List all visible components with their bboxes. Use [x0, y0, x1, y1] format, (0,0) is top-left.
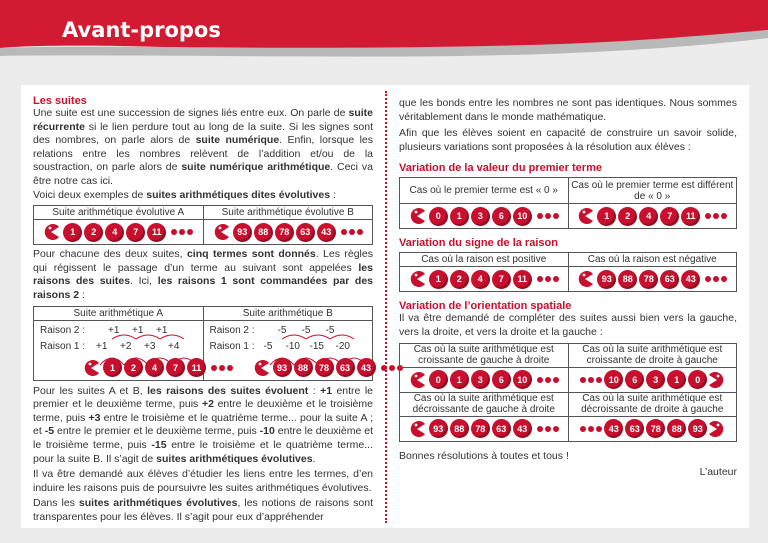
number-ball: 88 [618, 270, 637, 289]
table-header: Cas où la suite arithmétique est décroissante de gauche à droite [400, 392, 569, 416]
sequence-strip [569, 204, 737, 228]
raison2-value: +1 [156, 324, 168, 336]
number-ball: 7 [660, 207, 679, 226]
table-header: Cas où la raison est négative [568, 253, 737, 267]
number-ball: 4 [471, 270, 490, 289]
number-ball: 3 [471, 207, 490, 226]
sequence-strip [252, 357, 404, 379]
ellipsis-dots [536, 213, 560, 219]
left-column [33, 95, 373, 524]
number-ball: 3 [471, 370, 490, 389]
number-ball: 0 [429, 370, 448, 389]
pacman-icon [252, 359, 270, 377]
ellipsis-dots [340, 229, 364, 235]
number-ball: 7 [126, 223, 145, 242]
raison2-value: +1 [132, 324, 144, 336]
section-heading-signe: Variation du signe de la raison [399, 237, 558, 250]
number-ball: 7 [166, 358, 185, 377]
number-ball: 43 [681, 270, 700, 289]
examples-table [33, 205, 373, 245]
raison1-value: +2 [120, 340, 132, 352]
paragraph-definition: Une suite est une succession de signes liés entre eux. On parle de suite récurrente si le lien perdure tout au long de la suite. Si les signes sont des nombres, on parle alors de suite numérique. Enfin, lorsque les relations entre les nombres relèvent de l’addition et/ou de la soustraction, on parle alors de suite numérique arithmétique. Ceci va être notre cas ici. [33, 107, 373, 187]
right-column [399, 97, 737, 480]
sequence-strip [569, 368, 737, 392]
ellipsis-dots [704, 213, 728, 219]
pacman-icon [708, 371, 726, 389]
orientation-table [399, 343, 737, 442]
raisons-cell-b [203, 320, 373, 380]
number-ball: 43 [513, 419, 532, 438]
sequence-strip [569, 417, 737, 441]
ellipsis-dots [579, 426, 603, 432]
number-ball: 6 [625, 370, 644, 389]
number-ball: 63 [492, 419, 511, 438]
number-ball: 2 [124, 358, 143, 377]
ellipsis-dots [536, 377, 560, 383]
table-header: Suite arithmétique A [34, 306, 204, 320]
paragraph-orientation: Il va être demandé de compléter des suites aussi bien vers la gauche, vers la droite, et vers la droite et la gauche : [399, 312, 737, 338]
paragraph-evolution: Pour les suites A et B, les raisons des suites évoluent : +1 entre le premier et le deuxième terme, puis +2 entre le deuxième et le troisième terme, puis +3 entre le troisième et le quatrième terme... pour la suite A ; et -5 entre le premier et le deuxième terme, puis -10 entre le deuxième et le troisième terme, puis -15 entre le troisième et le quatrième terme... pour la suite B. Il s’agit de suites arithmétiques évolutives. [33, 384, 373, 465]
number-ball: 88 [667, 419, 686, 438]
table-header: Suite arithmétique évolutive A [34, 206, 204, 220]
sequence-strip [400, 417, 568, 441]
number-ball: 6 [492, 370, 511, 389]
number-ball: 7 [492, 270, 511, 289]
number-ball: 63 [336, 358, 355, 377]
number-ball: 78 [275, 223, 294, 242]
number-ball: 4 [145, 358, 164, 377]
number-ball: 10 [513, 207, 532, 226]
pacman-icon [408, 371, 426, 389]
pacman-icon [42, 223, 60, 241]
number-ball: 1 [63, 223, 82, 242]
raison2-value: +1 [108, 324, 120, 336]
column-divider [385, 91, 387, 523]
paragraph-continued: que les bonds entre les nombres ne sont pas identiques. Nous sommes véritablement dans le monde mathématique. [399, 97, 737, 123]
number-ball: 78 [639, 270, 658, 289]
table-header: Cas où la suite arithmétique est croissante de gauche à droite [400, 343, 569, 367]
raison2-value: -5 [325, 324, 335, 336]
number-ball: 78 [315, 358, 334, 377]
table-header: Suite arithmétique B [203, 306, 373, 320]
number-ball: 1 [450, 370, 469, 389]
page-header [0, 0, 768, 72]
table-header: Cas où la suite arithmétique est croissante de droite à gauche [568, 343, 737, 367]
author-signature: L’auteur [699, 466, 737, 479]
table-header: Cas où le premier terme est différent de « 0 » [568, 178, 737, 204]
raison1-value: +4 [168, 340, 180, 352]
number-ball: 43 [604, 419, 623, 438]
sequence-strip [400, 204, 568, 228]
pacman-icon [408, 207, 426, 225]
number-ball: 63 [660, 270, 679, 289]
number-ball: 4 [639, 207, 658, 226]
number-ball: 0 [429, 207, 448, 226]
ellipsis-dots [704, 276, 728, 282]
raison1-value: +1 [96, 340, 108, 352]
number-ball: 10 [604, 370, 623, 389]
pacman-icon [82, 359, 100, 377]
section-heading-orientation: Variation de l’orientation spatiale [399, 300, 572, 313]
variation-first-term-table [399, 177, 737, 229]
paragraph-raisons: Pour chacune des deux suites, cinq termes sont donnés. Les règles qui régissent le passage d’un terme au suivant sont appelées les raisons des suites. Ici, les raisons 1 sont commandées par des raisons 2 : [33, 248, 374, 301]
number-ball: 2 [450, 270, 469, 289]
closing-text: Bonnes résolutions à toutes et tous ! [399, 449, 569, 462]
number-ball: 88 [254, 223, 273, 242]
number-ball: 93 [688, 419, 707, 438]
pacman-icon [212, 223, 230, 241]
raison1-value: -10 [285, 340, 300, 352]
variation-sign-table [399, 252, 737, 292]
number-ball: 6 [492, 207, 511, 226]
raison2-value: -5 [277, 324, 287, 336]
table-header: Cas où le premier terme est « 0 » [400, 178, 569, 204]
number-ball: 2 [618, 207, 637, 226]
number-ball: 1 [667, 370, 686, 389]
raison1-value: -20 [335, 340, 350, 352]
number-ball: 11 [147, 223, 166, 242]
raisons-cell-a [34, 320, 204, 380]
sequence-strip [204, 220, 373, 244]
number-ball: 93 [233, 223, 252, 242]
sequence-strip [400, 368, 568, 392]
section-heading-premier-terme: Variation de la valeur du premier terme [399, 162, 602, 175]
content-card [21, 85, 749, 528]
number-ball: 93 [429, 419, 448, 438]
paragraph-examples: Voici deux exemples de suites arithmétiques dites évolutives : [33, 188, 336, 201]
raison1-label: Raison 1 : [209, 340, 255, 352]
number-ball: 10 [513, 370, 532, 389]
number-ball: 63 [625, 419, 644, 438]
pacman-icon [408, 270, 426, 288]
sequence-strip [34, 220, 203, 244]
number-ball: 11 [681, 207, 700, 226]
number-ball: 11 [513, 270, 532, 289]
table-header: Cas où la raison est positive [400, 253, 569, 267]
number-ball: 0 [688, 370, 707, 389]
raison1-value: -5 [263, 340, 273, 352]
raison2-label: Raison 2 : [209, 324, 255, 336]
pacman-icon [576, 207, 594, 225]
ellipsis-dots [170, 229, 194, 235]
pacman-icon [408, 420, 426, 438]
number-ball: 78 [471, 419, 490, 438]
number-ball: 88 [294, 358, 313, 377]
number-ball: 1 [597, 207, 616, 226]
number-ball: 43 [317, 223, 336, 242]
section-heading-suites: Les suites [33, 95, 87, 107]
number-ball: 4 [105, 223, 124, 242]
number-ball: 93 [597, 270, 616, 289]
ellipsis-dots [536, 276, 560, 282]
raison2-label: Raison 2 : [40, 324, 86, 336]
number-ball: 88 [450, 419, 469, 438]
number-ball: 1 [103, 358, 122, 377]
number-ball: 1 [429, 270, 448, 289]
sequence-strip [400, 267, 568, 291]
number-ball: 63 [296, 223, 315, 242]
table-header: Cas où la suite arithmétique est décroissante de droite à gauche [568, 392, 737, 416]
number-ball: 93 [273, 358, 292, 377]
paragraph-variations: Afin que les élèves soient en capacité de construire un savoir solide, plusieurs variations sont proposées à la résolution aux élèves : [399, 127, 737, 153]
number-ball: 43 [357, 358, 376, 377]
number-ball: 3 [646, 370, 665, 389]
ellipsis-dots [536, 426, 560, 432]
number-ball: 11 [187, 358, 206, 377]
paragraph-task: Il va être demandé aux élèves d’étudier les liens entre les termes, d’en induire les raisons puis de poursuivre les suites arithmétiques évolutives. [33, 468, 373, 494]
pacman-icon [708, 420, 726, 438]
pacman-icon [576, 270, 594, 288]
table-header: Suite arithmétique évolutive B [203, 206, 373, 220]
ellipsis-dots [579, 377, 603, 383]
raison1-label: Raison 1 : [40, 340, 86, 352]
paragraph-transparent: Dans les suites arithmétiques évolutives, les notions de raisons sont transparentes pour les élèves. Il s’agit pour eux d’appréhender [33, 497, 373, 523]
raison1-value: +3 [144, 340, 156, 352]
page-title: Avant-propos [62, 18, 221, 42]
raisons-table [33, 306, 373, 381]
sequence-strip [569, 267, 737, 291]
number-ball: 2 [84, 223, 103, 242]
number-ball: 78 [646, 419, 665, 438]
raison2-value: -5 [301, 324, 311, 336]
number-ball: 1 [450, 207, 469, 226]
raison1-value: -15 [309, 340, 324, 352]
